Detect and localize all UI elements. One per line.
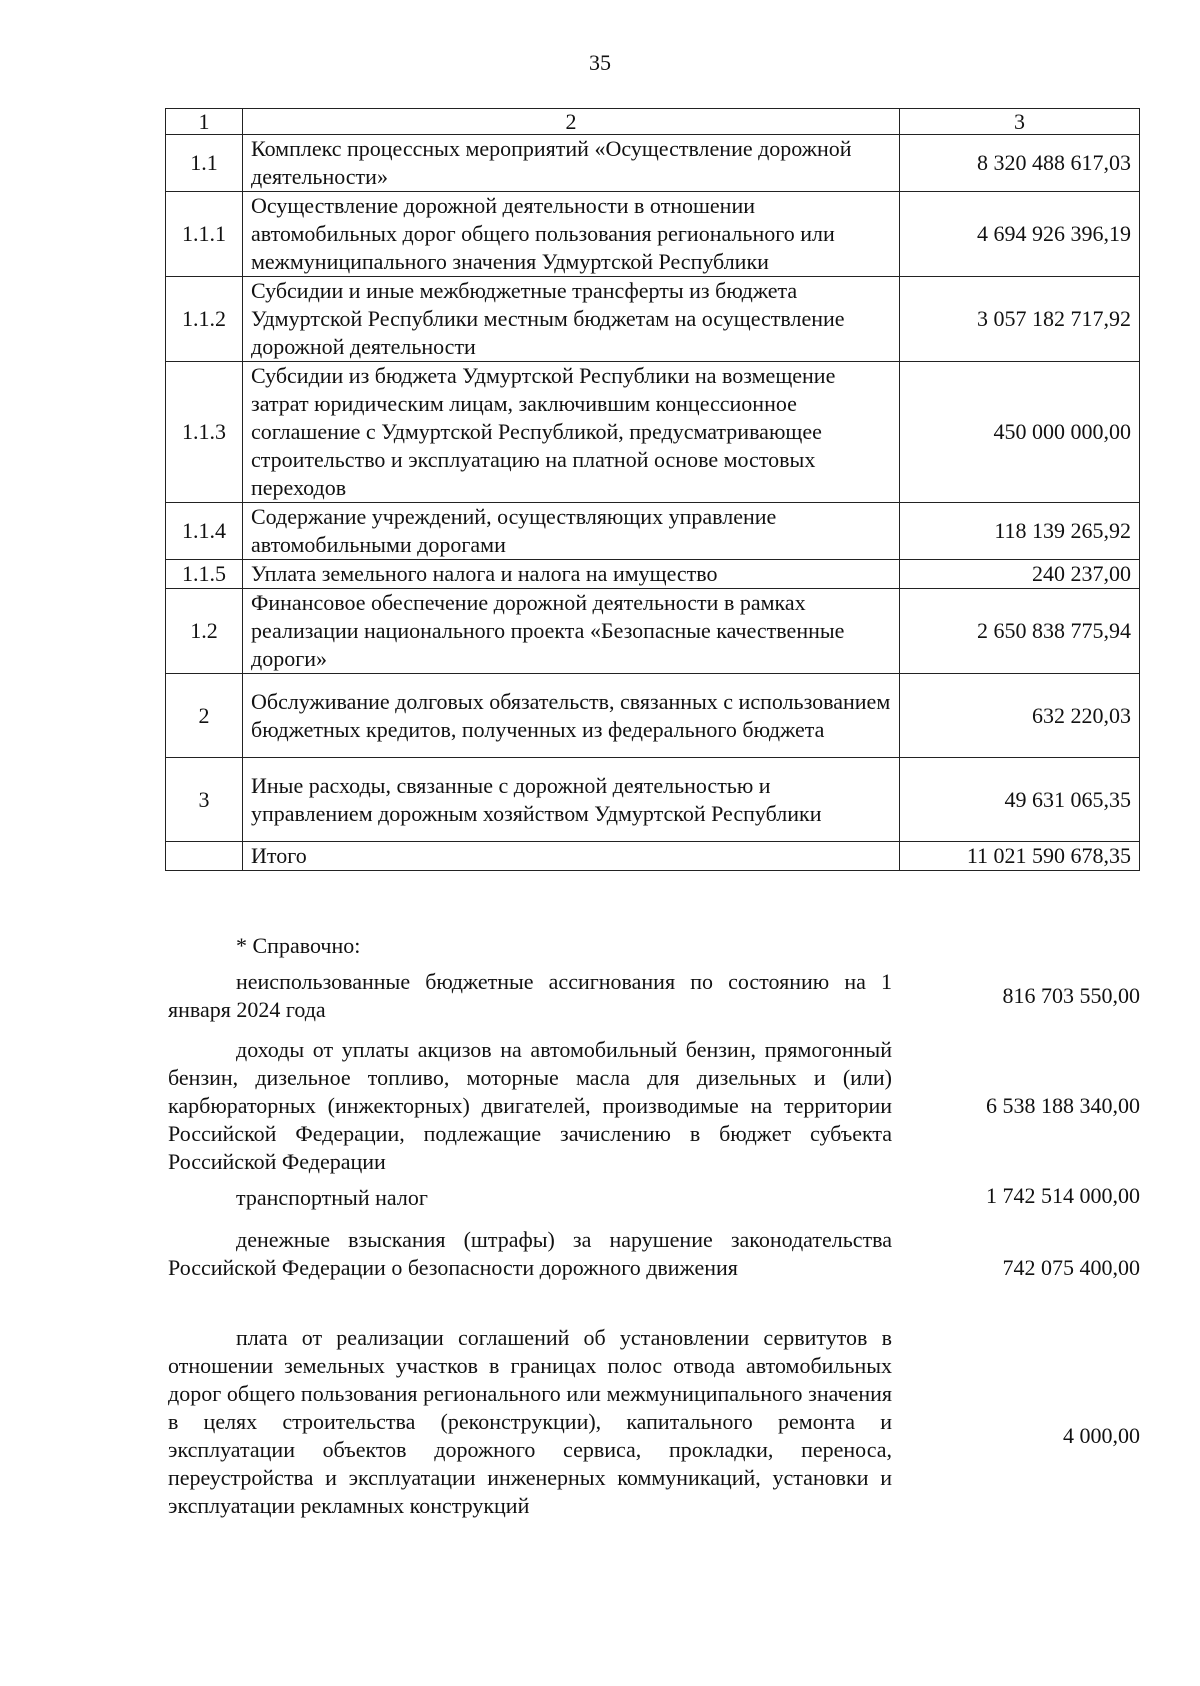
row-amount: 450 000 000,00	[900, 362, 1140, 503]
row-name: Содержание учреждений, осуществляющих управление автомобильными дорогами	[243, 503, 900, 560]
reference-label: * Справочно:	[236, 933, 361, 958]
row-amount: 3 057 182 717,92	[900, 277, 1140, 362]
total-label: Итого	[243, 842, 900, 871]
row-name: Уплата земельного налога и налога на имущество	[243, 560, 900, 589]
table-row	[166, 277, 1140, 362]
table-row	[166, 503, 1140, 560]
reference-item-amount: 4 000,00	[1063, 1423, 1140, 1448]
reference-item-text: доходы от уплаты акцизов на автомобильный бензин, прямогонный бензин, дизельное топливо, моторные масла для дизельных и (или) карбюраторных (инжекторных) двигателей, производимые на территории Российской Федерации, подлежащие зачислению в бюджет субъекта Российской Федерации	[168, 1037, 892, 1174]
row-number: 1.1.3	[166, 362, 243, 503]
reference-item-amount: 6 538 188 340,00	[986, 1093, 1140, 1118]
row-name: Комплекс процессных мероприятий «Осуществление дорожной деятельности»	[243, 135, 900, 192]
row-amount: 49 631 065,35	[900, 758, 1140, 842]
table-row	[166, 135, 1140, 192]
table-row	[166, 758, 1140, 842]
reference-item-text: денежные взыскания (штрафы) за нарушение законодательства Российской Федерации о безопасности дорожного движения	[168, 1227, 892, 1280]
page-number: 35	[589, 50, 611, 75]
table-header-row	[166, 109, 1140, 135]
row-amount: 632 220,03	[900, 674, 1140, 758]
row-name: Иные расходы, связанные с дорожной деятельностью и управлением дорожным хозяйством Удмуртской Республики	[243, 758, 900, 842]
row-number: 1.2	[166, 589, 243, 674]
row-name: Обслуживание долговых обязательств, связанных с использованием бюджетных кредитов, полученных из федерального бюджета	[243, 674, 900, 758]
total-amount: 11 021 590 678,35	[900, 842, 1140, 871]
row-name: Субсидии и иные межбюджетные трансферты из бюджета Удмуртской Республики местным бюджетам на осуществление дорожной деятельности	[243, 277, 900, 362]
table-total-row	[166, 842, 1140, 871]
table-row	[166, 560, 1140, 589]
reference-item-text: плата от реализации соглашений об установлении сервитутов в отношении земельных участков в границах полос отвода автомобильных дорог общего пользования регионального или межмуниципального значения в целях строительства (реконструкции), капитального ремонта и эксплуатации объектов дорожного сервиса, прокладки, переноса, переустройства и эксплуатации инженерных коммуникаций, установки и эксплуатации рекламных конструкций	[168, 1325, 892, 1518]
row-name: Финансовое обеспечение дорожной деятельности в рамках реализации национального проекта «Безопасные качественные дороги»	[243, 589, 900, 674]
row-amount: 8 320 488 617,03	[900, 135, 1140, 192]
table-row	[166, 589, 1140, 674]
reference-item-text: неиспользованные бюджетные ассигнования по состоянию на 1 января 2024 года	[168, 969, 892, 1022]
row-number: 1.1	[166, 135, 243, 192]
row-number: 1.1.5	[166, 560, 243, 589]
row-name: Осуществление дорожной деятельности в отношении автомобильных дорог общего пользования регионального или межмуниципального значения Удмуртской Республики	[243, 192, 900, 277]
row-number: 3	[166, 758, 243, 842]
header-col-1: 1	[166, 109, 243, 135]
header-col-3: 3	[900, 109, 1140, 135]
row-name: Субсидии из бюджета Удмуртской Республики на возмещение затрат юридическим лицам, заключившим концессионное соглашение с Удмуртской Республикой, предусматривающее строительство и эксплуатацию на платной основе мостовых переходов	[243, 362, 900, 503]
row-amount: 2 650 838 775,94	[900, 589, 1140, 674]
expenses-table	[165, 108, 1140, 871]
table-row	[166, 192, 1140, 277]
row-amount: 4 694 926 396,19	[900, 192, 1140, 277]
total-number	[166, 842, 243, 871]
reference-item-text: транспортный налог	[236, 1185, 428, 1210]
row-amount: 118 139 265,92	[900, 503, 1140, 560]
row-number: 1.1.4	[166, 503, 243, 560]
row-number: 1.1.1	[166, 192, 243, 277]
reference-item-amount: 816 703 550,00	[1002, 983, 1140, 1008]
row-number: 1.1.2	[166, 277, 243, 362]
table-row	[166, 674, 1140, 758]
reference-item-amount: 1 742 514 000,00	[986, 1183, 1140, 1208]
row-number: 2	[166, 674, 243, 758]
table-row	[166, 362, 1140, 503]
reference-item-amount: 742 075 400,00	[1002, 1255, 1140, 1280]
row-amount: 240 237,00	[900, 560, 1140, 589]
header-col-2: 2	[243, 109, 900, 135]
